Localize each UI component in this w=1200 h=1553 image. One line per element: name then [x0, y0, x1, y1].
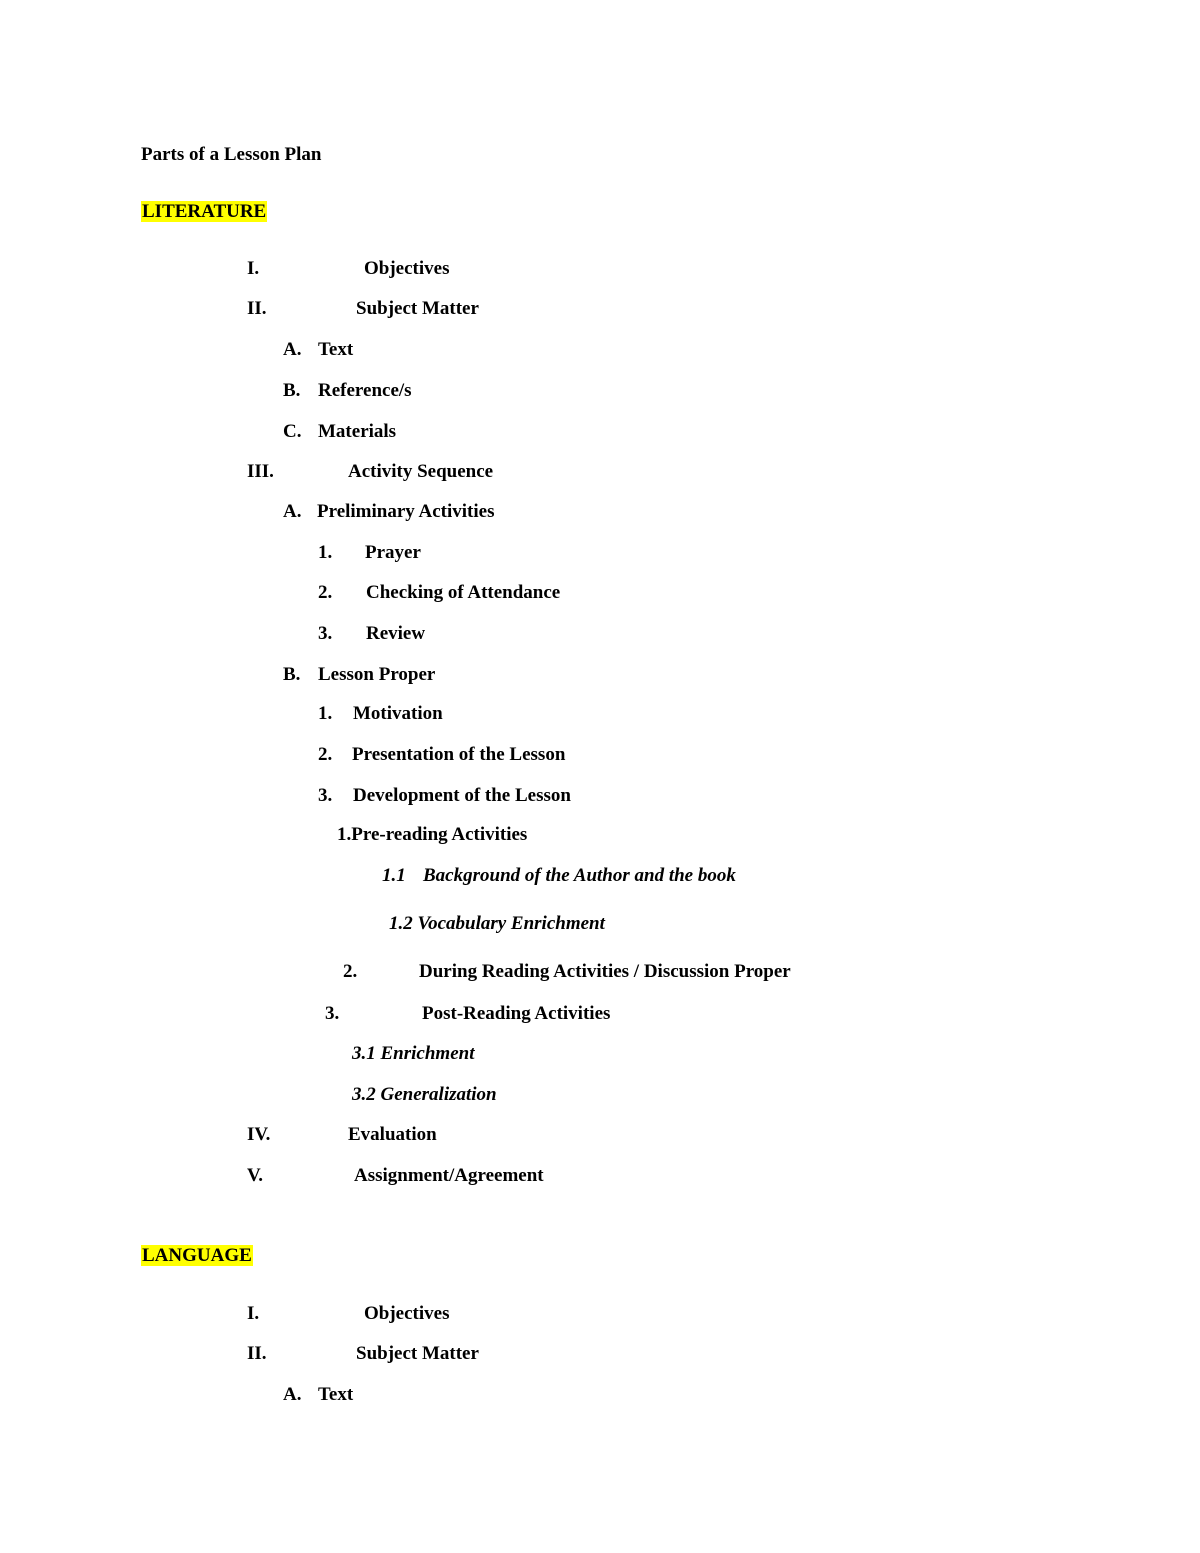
outline-item-preliminary-activities: Preliminary Activities	[317, 501, 495, 522]
outline-item-generalization: 3.2 Generalization	[352, 1084, 497, 1105]
outline-marker: 2.	[318, 582, 333, 603]
outline-marker: 1.	[318, 542, 333, 563]
outline-item-checking-attendance: Checking of Attendance	[366, 582, 561, 603]
outline-item-post-reading: Post-Reading Activities	[422, 1003, 611, 1024]
outline-marker: 3.	[318, 785, 333, 806]
outline-item-review: Review	[366, 623, 426, 644]
outline-marker: 1.1	[382, 865, 406, 886]
outline-item-text: Text	[318, 1384, 354, 1405]
outline-item-references: Reference/s	[318, 380, 412, 401]
outline-marker: A.	[283, 339, 302, 360]
outline-item-background: Background of the Author and the book	[423, 865, 736, 886]
outline-item-subject-matter: Subject Matter	[356, 1343, 479, 1364]
highlighted-heading: LANGUAGE	[142, 1245, 252, 1266]
outline-marker: 3.	[325, 1003, 340, 1024]
outline-item-assignment: Assignment/Agreement	[354, 1165, 544, 1186]
outline-item-pre-reading: 1.Pre-reading Activities	[337, 824, 528, 845]
outline-item-development: Development of the Lesson	[353, 785, 571, 806]
outline-marker: III.	[247, 461, 274, 482]
outline-marker: B.	[283, 380, 301, 401]
outline-item-text: Text	[318, 339, 354, 360]
outline-item-enrichment: 3.1 Enrichment	[352, 1043, 475, 1064]
outline-item-activity-sequence: Activity Sequence	[348, 461, 494, 482]
outline-item-motivation: Motivation	[353, 703, 443, 724]
section-heading-language	[141, 1244, 253, 1268]
outline-marker: A.	[283, 501, 302, 522]
outline-marker: I.	[247, 1303, 260, 1324]
outline-item-presentation: Presentation of the Lesson	[352, 744, 566, 765]
outline-marker: 2.	[318, 744, 333, 765]
outline-marker: A.	[283, 1384, 302, 1405]
outline-marker: IV.	[247, 1124, 271, 1145]
document-title: Parts of a Lesson Plan	[141, 144, 322, 165]
outline-marker: II.	[247, 298, 267, 319]
outline-item-subject-matter: Subject Matter	[356, 298, 479, 319]
outline-item-vocabulary: 1.2 Vocabulary Enrichment	[389, 913, 605, 934]
outline-marker: I.	[247, 258, 260, 279]
outline-marker: II.	[247, 1343, 267, 1364]
outline-marker: V.	[247, 1165, 264, 1186]
outline-marker: B.	[283, 664, 301, 685]
outline-marker: C.	[283, 421, 302, 442]
outline-marker: 1.	[318, 703, 333, 724]
outline-item-objectives: Objectives	[364, 1303, 450, 1324]
outline-marker: 2.	[343, 961, 358, 982]
outline-item-during-reading: During Reading Activities / Discussion Proper	[419, 961, 791, 982]
outline-item-objectives: Objectives	[364, 258, 450, 279]
outline-item-materials: Materials	[318, 421, 397, 442]
outline-item-evaluation: Evaluation	[348, 1124, 437, 1145]
section-heading-literature	[141, 200, 267, 224]
highlighted-heading: LITERATURE	[142, 201, 267, 222]
outline-item-lesson-proper: Lesson Proper	[318, 664, 436, 685]
outline-marker: 3.	[318, 623, 333, 644]
outline-item-prayer: Prayer	[365, 542, 421, 563]
